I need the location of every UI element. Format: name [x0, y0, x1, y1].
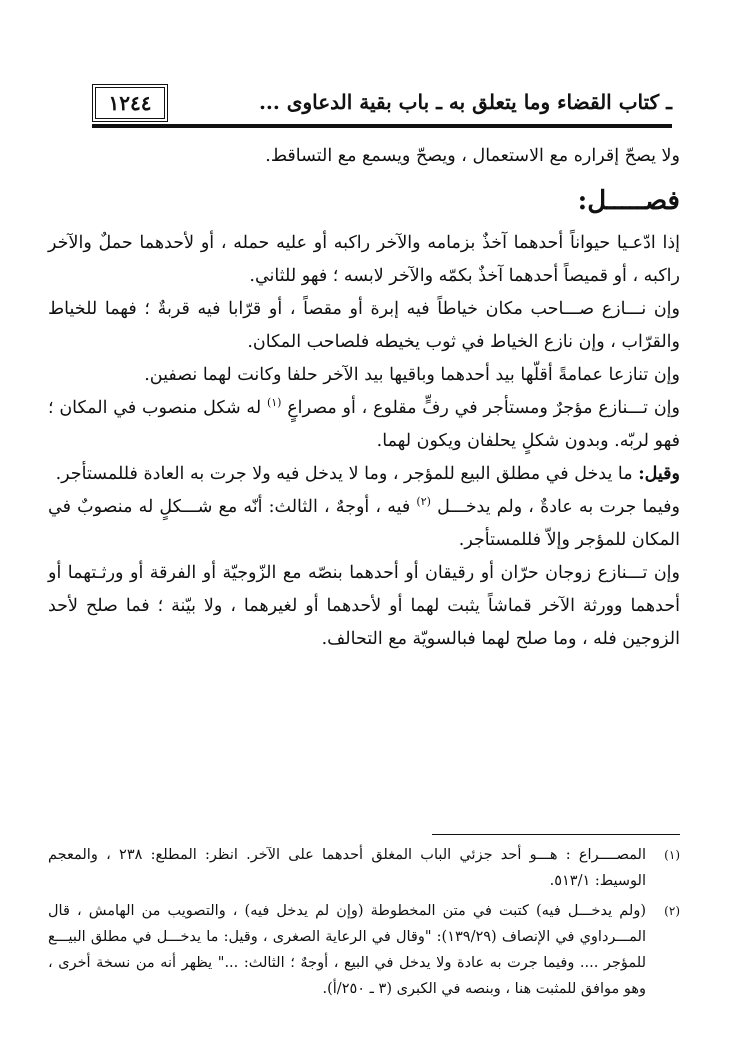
header-rule [92, 124, 672, 128]
paragraph-7-part-b: فيه ، أوجهٌ ، الثالث: أنّه مع شـــكلٍ له منصوبٌ في المكان للمؤجر وإلاّ فللمستأجر. [48, 497, 680, 550]
paragraph-5 [48, 392, 680, 458]
paragraph-3: وإن نـــازع صـــاحب مكان خياطاً فيه إبرة أو مقصاً ، أو قرّابا فيه قربةٌ ؛ فهما للخياط والقرّاب ، وإن نازع الخياط في ثوب يخيطه فلصاحب المكان. [48, 299, 680, 352]
footnote-1 [48, 842, 680, 894]
section-heading: فصـــــل: [577, 186, 680, 216]
paragraph-5-part-b: له شكل منصوب في المكان ؛ فهو لربّه. وبدون شكلٍ يحلفان ويكون لهما. [48, 398, 680, 451]
footnote-number: (١) [664, 848, 680, 862]
paragraph-6-text: ما يدخل في مطلق البيع للمؤجر ، وما لا يدخل فيه ولا جرت به العادة فللمستأجر. [55, 464, 633, 484]
footnote-2 [48, 898, 680, 1002]
footnotes [48, 842, 680, 1006]
main-text [48, 140, 680, 656]
footnote-ref-2[interactable]: (٢) [416, 495, 431, 509]
page-header [92, 84, 672, 128]
paragraph-1: ولا يصحّ إقراره مع الاستعمال ، ويصحّ ويسمع مع التساقط. [265, 146, 680, 166]
paragraph-2: إذا ادّعـيا حيواناً أحدهما آخذٌ بزمامه والآخر راكبه أو عليه حمله ، أو لأحدهما حملٌ والآخر راكبه ، أو قميصاً أحدهما آخذٌ بكمّه والآخر لابسه ؛ فهو للثاني. [48, 233, 680, 286]
page-number: ١٢٤٤ [92, 84, 168, 122]
footnote-rule [432, 834, 680, 835]
paragraph-6-lead: وقيل: [638, 464, 680, 484]
footnote-ref-1[interactable]: (١) [266, 396, 282, 410]
running-title: ـ كتاب القضاء وما يتعلق به ـ باب بقية الدعاوى ... [258, 90, 672, 114]
paragraph-5-part-a: وإن تـــنازع مؤجرٌ ومستأجر في رفٍّ مقلوع ، أو مصراعٍ [287, 398, 680, 418]
footnote-text: (ولم يدخـــل فيه) كتبت في متن المخطوطة (وإن لم يدخل فيه) ، والتصويب من الهامش ، قال المـــرداوي في الإنصاف (١٣٩/٢٩): "وقال في الرعاية الصغرى ، وقيل: ما يدخـــل في مطلق البيـــع للمؤجر .... وفيما جرت به عادة ولا يدخل في البيع ، أوجهٌ ؛ الثالث: ..." يظهر أنه من نسخة أخرى ، وهو موافق للمثبت هنا ، وبنصه في الكبرى (٣ ـ ٢٥٠/أ). [48, 903, 646, 997]
footnote-number: (٢) [664, 904, 680, 918]
paragraph-8: وإن تـــنازع زوجان حرّان أو رقيقان أو أحدهما بنصّه مع الزّوجيّة أو الفرقة أو ورثـتهما أو أحدهما وورثة الآخر قماشاً يثبت لهما أو لأحدهما أو لغيرهما ، ولا بيّنة ؛ فما صلح لأحد الزوجين فله ، وما صلح لهما فبالسويّة مع التحالف. [48, 563, 680, 649]
footnote-text: المصــــراع : هـــو أحد جزئي الباب المغلق أحدهما على الآخر. انظر: المطلع: ٢٣٨ ، والمعجم الوسيط: ٥١٣/١. [48, 847, 646, 889]
paragraph-4: وإن تنازعا عمامةً أقلّها بيد أحدهما وباقيها بيد الآخر حلفا وكانت لهما نصفين. [144, 365, 680, 385]
paragraph-7 [48, 491, 680, 557]
paragraph-7-part-a: وفيما جرت به عادةٌ ، ولم يدخـــل [437, 497, 680, 517]
paragraph-6 [48, 458, 680, 491]
